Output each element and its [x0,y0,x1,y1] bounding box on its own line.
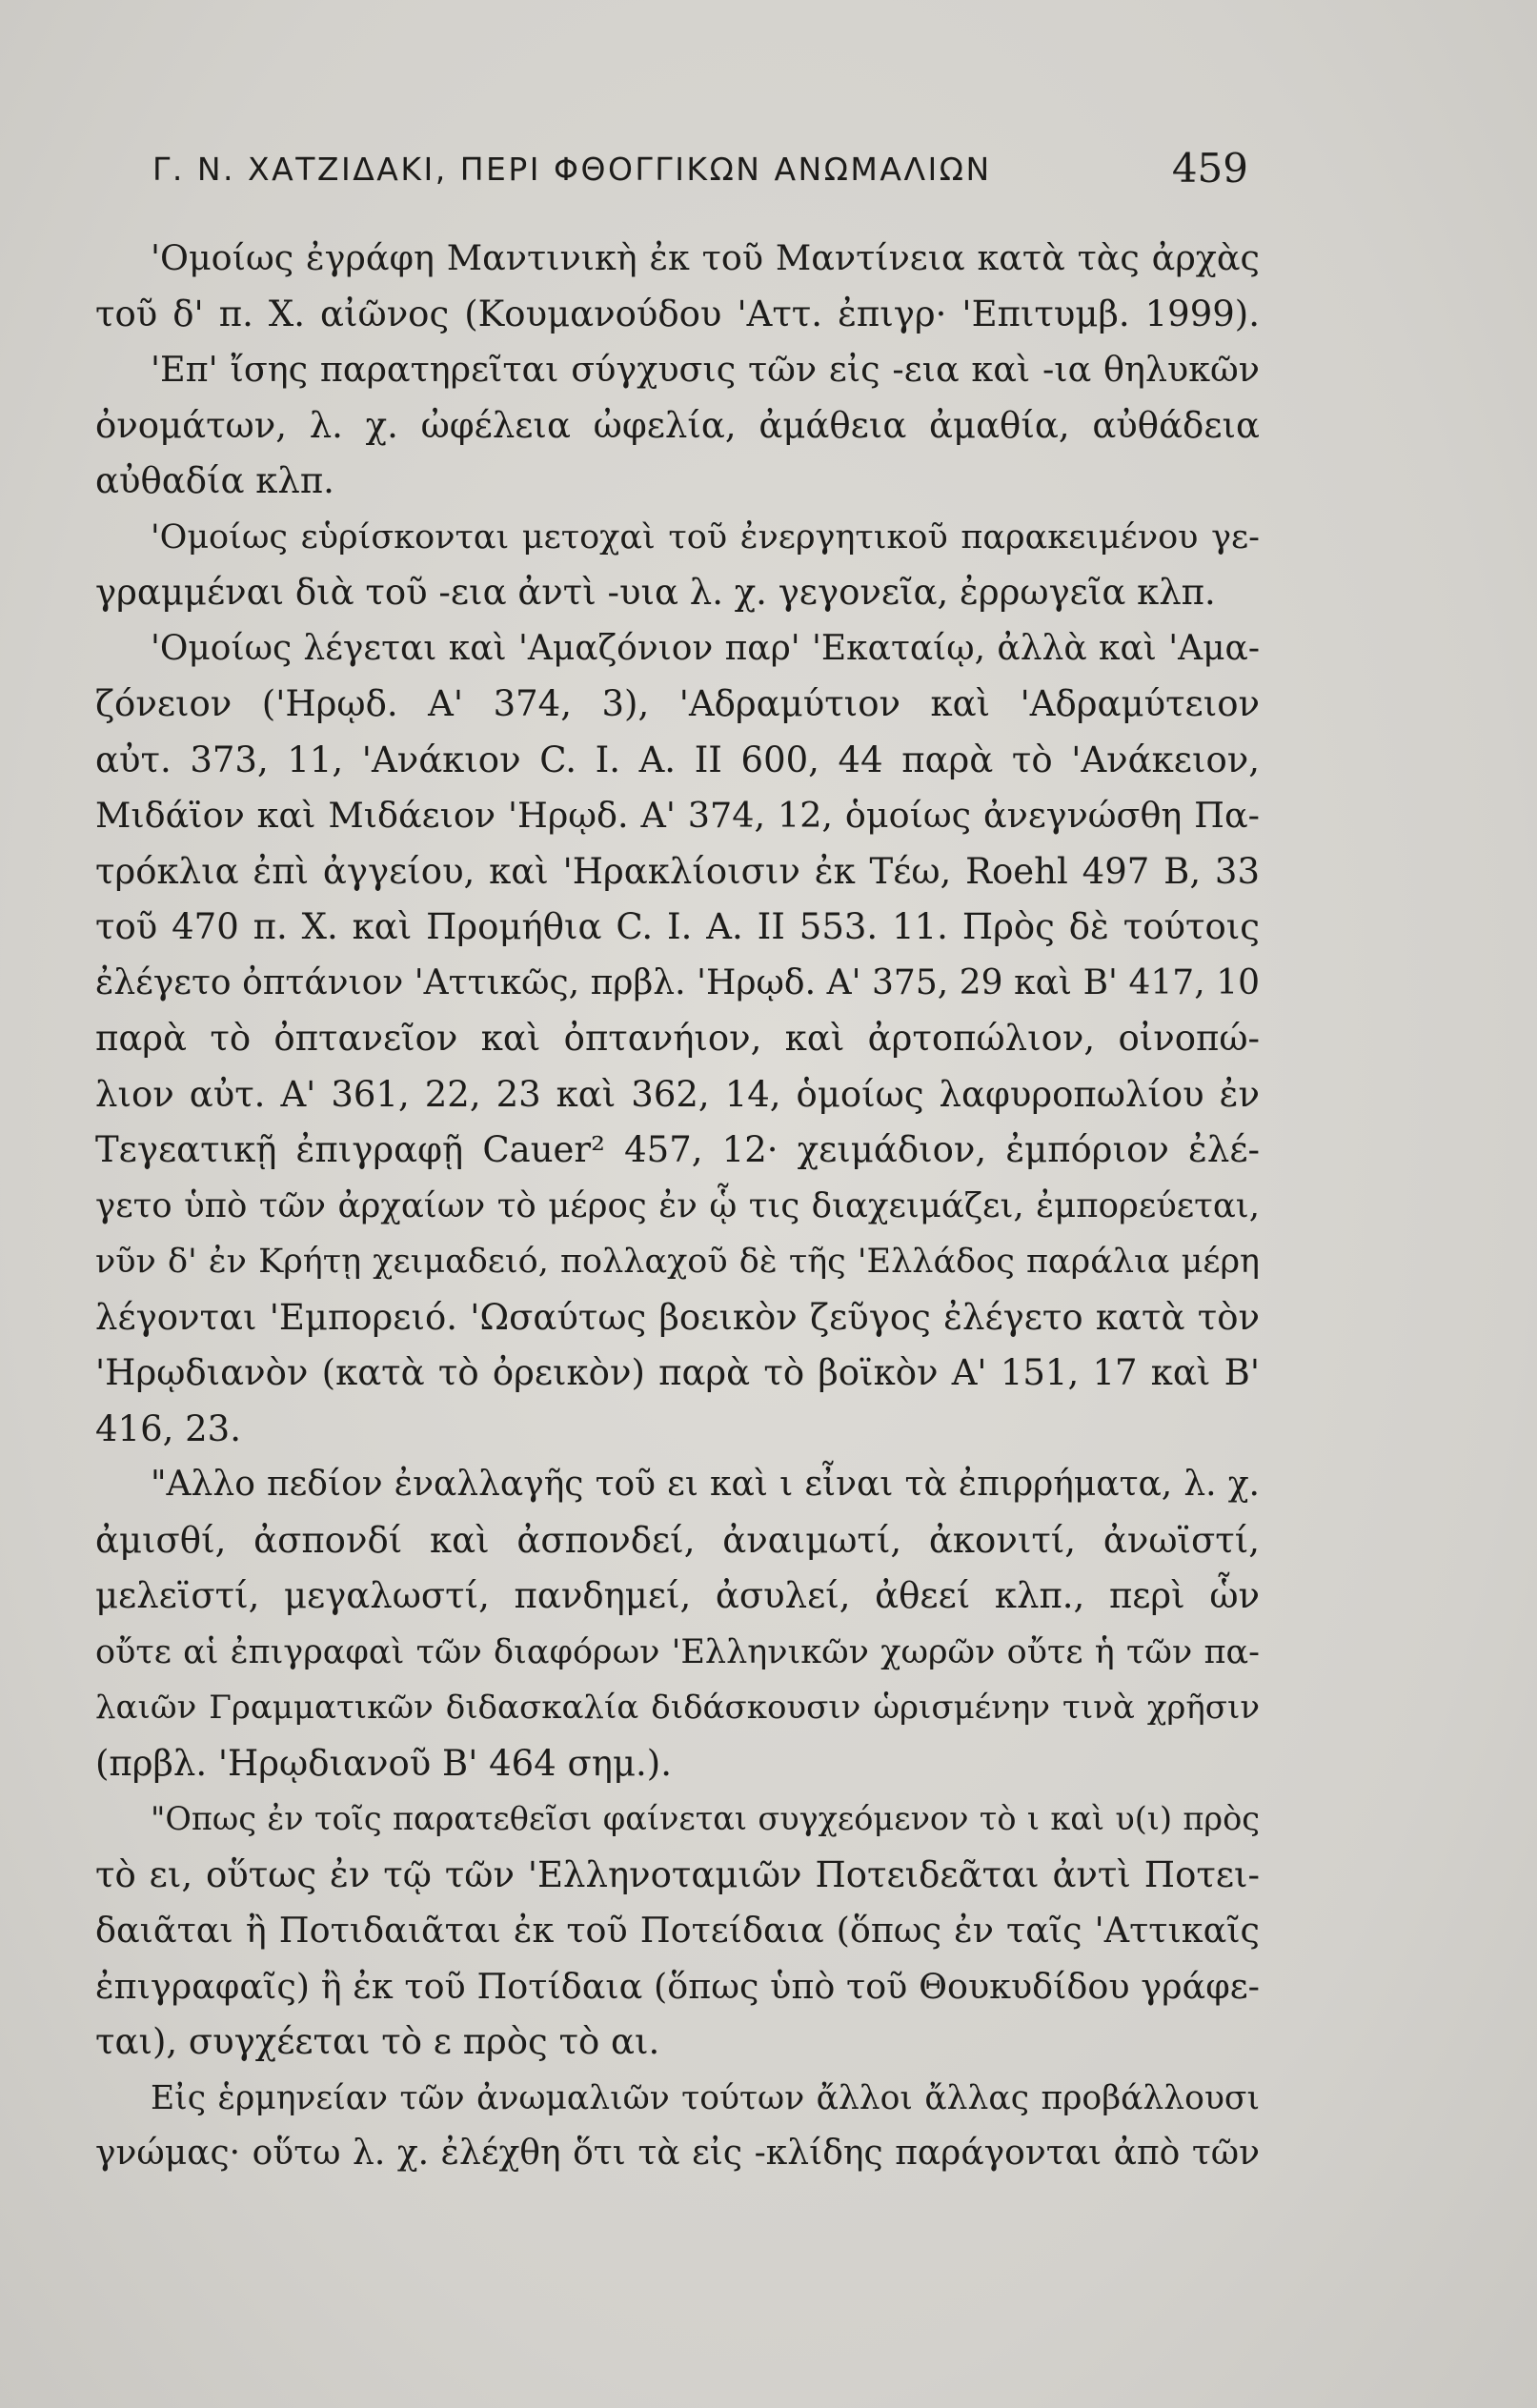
text-line: 'Επ' ἴσης παρατηρεῖται σύγχυσις τῶν εἰς -εια καὶ -ια θηλυκῶν [151,349,1260,390]
text-line: ἀμισθί, ἀσπονδί καὶ ἀσπονδεί, ἀναιμωτί, ἀκονιτί, ἀνωϊστί, [95,1519,1260,1561]
text-line: (πρβλ. 'Ηρῳδιανοῦ Β' 464 σημ.). [95,1742,672,1784]
text-line: ται), συγχέεται τὸ ε πρὸς τὸ αι. [95,2021,660,2062]
text-line: 'Ομοίως λέγεται καὶ 'Αμαζόνιον παρ' 'Εκαταίῳ, ἀλλὰ καὶ 'Αμα- [151,628,1260,668]
text-line: οὔτε αἱ ἐπιγραφαὶ τῶν διαφόρων 'Ελληνικῶν χωρῶν οὔτε ἡ τῶν πα- [95,1632,1260,1671]
text-line: αὐθαδία κλπ. [95,460,334,501]
text-line: νῦν δ' ἐν Κρήτῃ χειμαδειό, πολλαχοῦ δὲ τῆς 'Ελλάδος παράλια μέρη [95,1243,1260,1281]
page-number: 459 [1171,145,1248,192]
text-line: Μιδάϊον καὶ Μιδάειον 'Ηρῳδ. Α' 374, 12, ὁμοίως ἀνεγνώσθη Πα- [95,795,1260,836]
text-line: 'Ομοίως ἐγράφη Μαντινικὴ ἐκ τοῦ Μαντίνεια κατὰ τὰς ἀρχὰς [151,237,1260,278]
text-line: 416, 23. [95,1407,241,1449]
text-line: γνώμας· οὕτω λ. χ. ἐλέχθη ὅτι τὰ εἰς -κλίδης παράγονται ἀπὸ τῶν [95,2134,1260,2173]
text-line: γετο ὑπὸ τῶν ἀρχαίων τὸ μέρος ἐν ᾧ τις διαχειμάζει, ἐμπορεύεται, [95,1185,1260,1225]
text-line: λιον αὐτ. Α' 361, 22, 23 καὶ 362, 14, ὁμοίως λαφυροπωλίου ἐν [95,1073,1260,1115]
text-line: λαιῶν Γραμματικῶν διδασκαλία διδάσκουσιν ὡρισμένην τινὰ χρῆσιν [95,1689,1260,1727]
text-line: "Οπως ἐν τοῖς παρατεθεῖσι φαίνεται συγχεόμενον τὸ ι καὶ υ(ι) πρὸς [151,1800,1260,1837]
text-line: Τεγεατικῇ ἐπιγραφῇ Cauer² 457, 12· χειμάδιον, ἐμπόριον ἐλέ- [95,1129,1260,1170]
text-line: παρὰ τὸ ὀπτανεῖον καὶ ὀπτανήιον, καὶ ἀρτοπώλιον, οἰνοπώ- [95,1018,1260,1059]
text-line: "Αλλο πεδίον ἐναλλαγῆς τοῦ ει καὶ ι εἶναι τὰ ἐπιρρήματα, λ. χ. [151,1465,1260,1504]
text-line: Εἰς ἑρμηνείαν τῶν ἀνωμαλιῶν τούτων ἄλλοι ἄλλας προβάλλουσι [151,2078,1260,2117]
body-text [95,231,1260,2182]
text-line: τρόκλια ἐπὶ ἀγγείου, καὶ 'Ηρακλίοισιν ἐκ Τέω, Roehl 497 B, 33 [95,850,1260,892]
text-line: τὸ ει, οὕτως ἐν τῷ τῶν 'Ελληνοταμιῶν Ποτειδεᾶται ἀντὶ Ποτει- [95,1853,1260,1895]
text-line: τοῦ δ' π. Χ. αἰῶνος (Κουμανούδου 'Αττ. ἐπιγρ· 'Επιτυμβ. 1999). [95,293,1260,334]
text-line: γραμμέναι διὰ τοῦ -εια ἀντὶ -υια λ. χ. γεγονεῖα, ἐρρωγεῖα κλπ. [95,572,1216,613]
header-title: Γ. Ν. ΧΑΤΖΙΔΑΚΙ, ΠΕΡΙ ΦΘΟΓΓΙΚΩΝ ΑΝΩΜΑΛΙΩΝ [152,151,992,188]
text-line: ὀνομάτων, λ. χ. ὠφέλεια ὠφελία, ἀμάθεια ἀμαθία, αὐθάδεια [95,404,1260,446]
text-line: ἐπιγραφαῖς) ἢ ἐκ τοῦ Ποτίδαια (ὅπως ὑπὸ τοῦ Θουκυδίδου γράφε- [95,1965,1260,2007]
text-line: ζόνειον ('Ηρῳδ. Α' 374, 3), 'Αδραμύτιον καὶ 'Αδραμύτειον [95,683,1260,724]
text-line: αὐτ. 373, 11, 'Ανάκιον C. I. A. II 600, 44 παρὰ τὸ 'Ανάκειον, [95,739,1260,780]
text-line: τοῦ 470 π. Χ. καὶ Προμήθια C. I. A. II 553. 11. Πρὸς δὲ τούτοις [95,906,1260,947]
text-line: 'Ηρῳδιανὸν (κατὰ τὸ ὀρεικὸν) παρὰ τὸ βοϊκὸν Α' 151, 17 καὶ Β' [95,1352,1260,1393]
text-line: 'Ομοίως εὑρίσκονται μετοχαὶ τοῦ ἐνεργητικοῦ παρακειμένου γε- [151,517,1260,556]
text-line: ἐλέγετο ὀπτάνιον 'Αττικῶς, πρβλ. 'Ηρῳδ. Α' 375, 29 καὶ Β' 417, 10 [95,962,1260,1002]
text-line: λέγονται 'Εμπορειό. 'Ωσαύτως βοεικὸν ζεῦγος ἐλέγετο κατὰ τὸν [95,1296,1260,1338]
running-header [152,145,1248,202]
text-line: μελεϊστί, μεγαλωστί, πανδημεί, ἀσυλεί, ἀθεεί κλπ., περὶ ὧν [95,1575,1260,1616]
text-line: δαιᾶται ἢ Ποτιδαιᾶται ἐκ τοῦ Ποτείδαια (ὅπως ἐν ταῖς 'Αττικαῖς [95,1910,1260,1951]
